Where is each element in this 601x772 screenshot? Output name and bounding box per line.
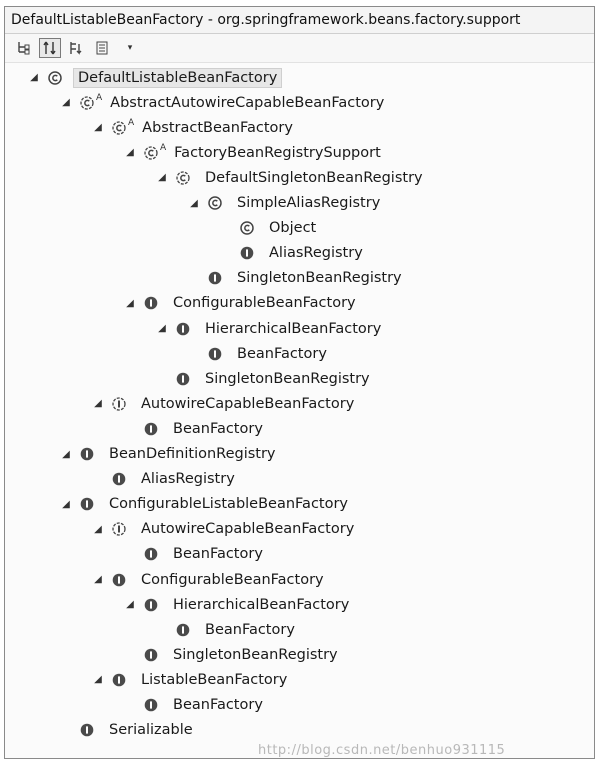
interface-icon	[143, 697, 159, 713]
tree-node[interactable]	[155, 316, 381, 341]
tree-node-label: BeanFactory	[205, 621, 295, 638]
expand-triangle-icon[interactable]: ◢	[62, 97, 70, 109]
tree-node[interactable]	[27, 65, 282, 90]
class-icon	[207, 195, 223, 211]
interface-icon	[207, 270, 223, 286]
tree-node-label: SimpleAliasRegistry	[237, 195, 381, 211]
tree-node-label: HierarchicalBeanFactory	[173, 596, 350, 613]
tree-node[interactable]	[219, 216, 316, 241]
tree-node-label: AbstractAutowireCapableBeanFactory	[110, 94, 385, 111]
interface-icon	[111, 672, 127, 688]
interface-icon	[175, 371, 191, 387]
view-toolbar	[5, 34, 594, 63]
interface-icon	[111, 572, 127, 588]
tree-node[interactable]	[123, 592, 349, 617]
tree-node-label: SingletonBeanRegistry	[173, 646, 338, 663]
tree-node[interactable]	[91, 517, 354, 542]
history-list-icon[interactable]	[91, 38, 113, 58]
tree-node-label: AutowireCapableBeanFactory	[141, 395, 355, 412]
tree-node[interactable]	[59, 718, 193, 743]
tree-node-label: BeanDefinitionRegistry	[109, 446, 276, 462]
tree-node-label: BeanFactory	[173, 697, 263, 713]
abstract-marker: A	[160, 142, 167, 153]
interface-icon	[239, 245, 255, 261]
tree-node[interactable]	[123, 542, 263, 567]
interface-icon	[79, 446, 95, 462]
tree-node[interactable]	[91, 115, 293, 140]
watermark: http://blog.csdn.net/benhuo931115	[258, 743, 506, 758]
expand-triangle-icon[interactable]: ◢	[126, 297, 134, 309]
tree-node-label: BeanFactory	[237, 345, 327, 362]
expand-triangle-icon[interactable]: ◢	[158, 323, 166, 334]
interface-icon	[143, 295, 159, 311]
tree-node-label: AutowireCapableBeanFactory	[141, 521, 355, 538]
abstract-interface-icon	[111, 521, 127, 537]
abstract-class-icon	[143, 145, 159, 161]
view-title: DefaultListableBeanFactory - org.springframework.beans.factory.support	[5, 7, 594, 34]
tree-node-label: BeanFactory	[173, 546, 263, 563]
tree-node-label: DefaultSingletonBeanRegistry	[205, 169, 423, 186]
expand-triangle-icon[interactable]: ◢	[30, 72, 38, 83]
interface-icon	[143, 421, 159, 437]
tree-node[interactable]	[91, 467, 235, 492]
abstract-class-icon	[79, 95, 95, 111]
tree-node-label: AliasRegistry	[141, 471, 235, 488]
tree-node[interactable]	[123, 291, 356, 316]
interface-icon	[143, 546, 159, 562]
tree-node-label: AliasRegistry	[269, 245, 363, 262]
class-icon	[239, 220, 255, 236]
tree-node[interactable]	[59, 492, 348, 517]
tree-node[interactable]	[187, 191, 380, 216]
class-icon	[47, 70, 63, 86]
expand-triangle-icon[interactable]: ◢	[62, 448, 70, 460]
expand-triangle-icon[interactable]: ◢	[94, 398, 102, 410]
tree-node[interactable]	[59, 442, 276, 467]
tree-node-label: Serializable	[109, 722, 193, 739]
expand-triangle-icon[interactable]: ◢	[94, 523, 102, 535]
tree-node-label: FactoryBeanRegistrySupport	[174, 144, 381, 161]
tree-node[interactable]	[155, 617, 295, 642]
tree-node[interactable]	[187, 341, 327, 366]
interface-icon	[79, 496, 95, 512]
expand-triangle-icon[interactable]: ◢	[94, 122, 102, 134]
tree-node-label: SingletonBeanRegistry	[205, 370, 370, 387]
tree-node-label: ListableBeanFactory	[141, 671, 288, 688]
show-supertype-hierarchy-icon[interactable]	[13, 38, 35, 58]
tree-node-label: ConfigurableBeanFactory	[173, 295, 356, 312]
tree-node-label: DefaultListableBeanFactory	[73, 68, 282, 88]
interface-icon	[207, 346, 223, 362]
tree-node[interactable]	[91, 391, 354, 416]
type-hierarchy-view	[4, 6, 595, 759]
show-subtype-hierarchy-icon[interactable]	[65, 38, 87, 58]
tree-node[interactable]	[155, 165, 423, 190]
tree-node[interactable]	[155, 366, 370, 391]
tree-node[interactable]	[123, 140, 381, 165]
tree-node[interactable]	[123, 416, 263, 441]
tree-node[interactable]	[123, 642, 338, 667]
tree-node-label: ConfigurableListableBeanFactory	[109, 496, 349, 513]
tree-node[interactable]	[59, 90, 384, 115]
expand-triangle-icon[interactable]: ◢	[94, 674, 102, 686]
interface-icon	[143, 647, 159, 663]
tree-node[interactable]	[219, 241, 363, 266]
tree-node[interactable]	[123, 693, 263, 718]
tree-node[interactable]	[187, 266, 402, 291]
expand-triangle-icon[interactable]: ◢	[126, 599, 134, 611]
view-menu-chevron-down-icon[interactable]: ▾	[127, 43, 133, 53]
tree-node-label: BeanFactory	[173, 420, 263, 437]
expand-triangle-icon[interactable]: ◢	[190, 197, 198, 209]
tree-node-label: HierarchicalBeanFactory	[205, 320, 382, 337]
abstract-marker: A	[128, 117, 135, 128]
interface-icon	[143, 597, 159, 613]
tree-node[interactable]	[91, 567, 324, 592]
expand-triangle-icon[interactable]: ◢	[94, 574, 102, 585]
abstract-class-icon	[175, 170, 191, 186]
abstract-interface-icon	[111, 396, 127, 412]
abstract-marker: A	[96, 92, 103, 103]
interface-icon	[175, 321, 191, 337]
interface-icon	[175, 622, 191, 638]
tree-node-label: AbstractBeanFactory	[142, 119, 293, 136]
abstract-class-icon	[111, 120, 127, 136]
tree-node[interactable]	[91, 667, 287, 692]
tree-node-label: Object	[269, 220, 317, 237]
expand-triangle-icon[interactable]: ◢	[126, 147, 134, 159]
tree-node-label: ConfigurableBeanFactory	[141, 571, 324, 588]
expand-triangle-icon[interactable]: ◢	[62, 498, 70, 510]
show-type-hierarchy-icon[interactable]	[39, 38, 61, 58]
interface-icon	[79, 722, 95, 738]
interface-icon	[111, 471, 127, 487]
tree-node-label: SingletonBeanRegistry	[237, 270, 402, 287]
expand-triangle-icon[interactable]: ◢	[158, 172, 166, 184]
